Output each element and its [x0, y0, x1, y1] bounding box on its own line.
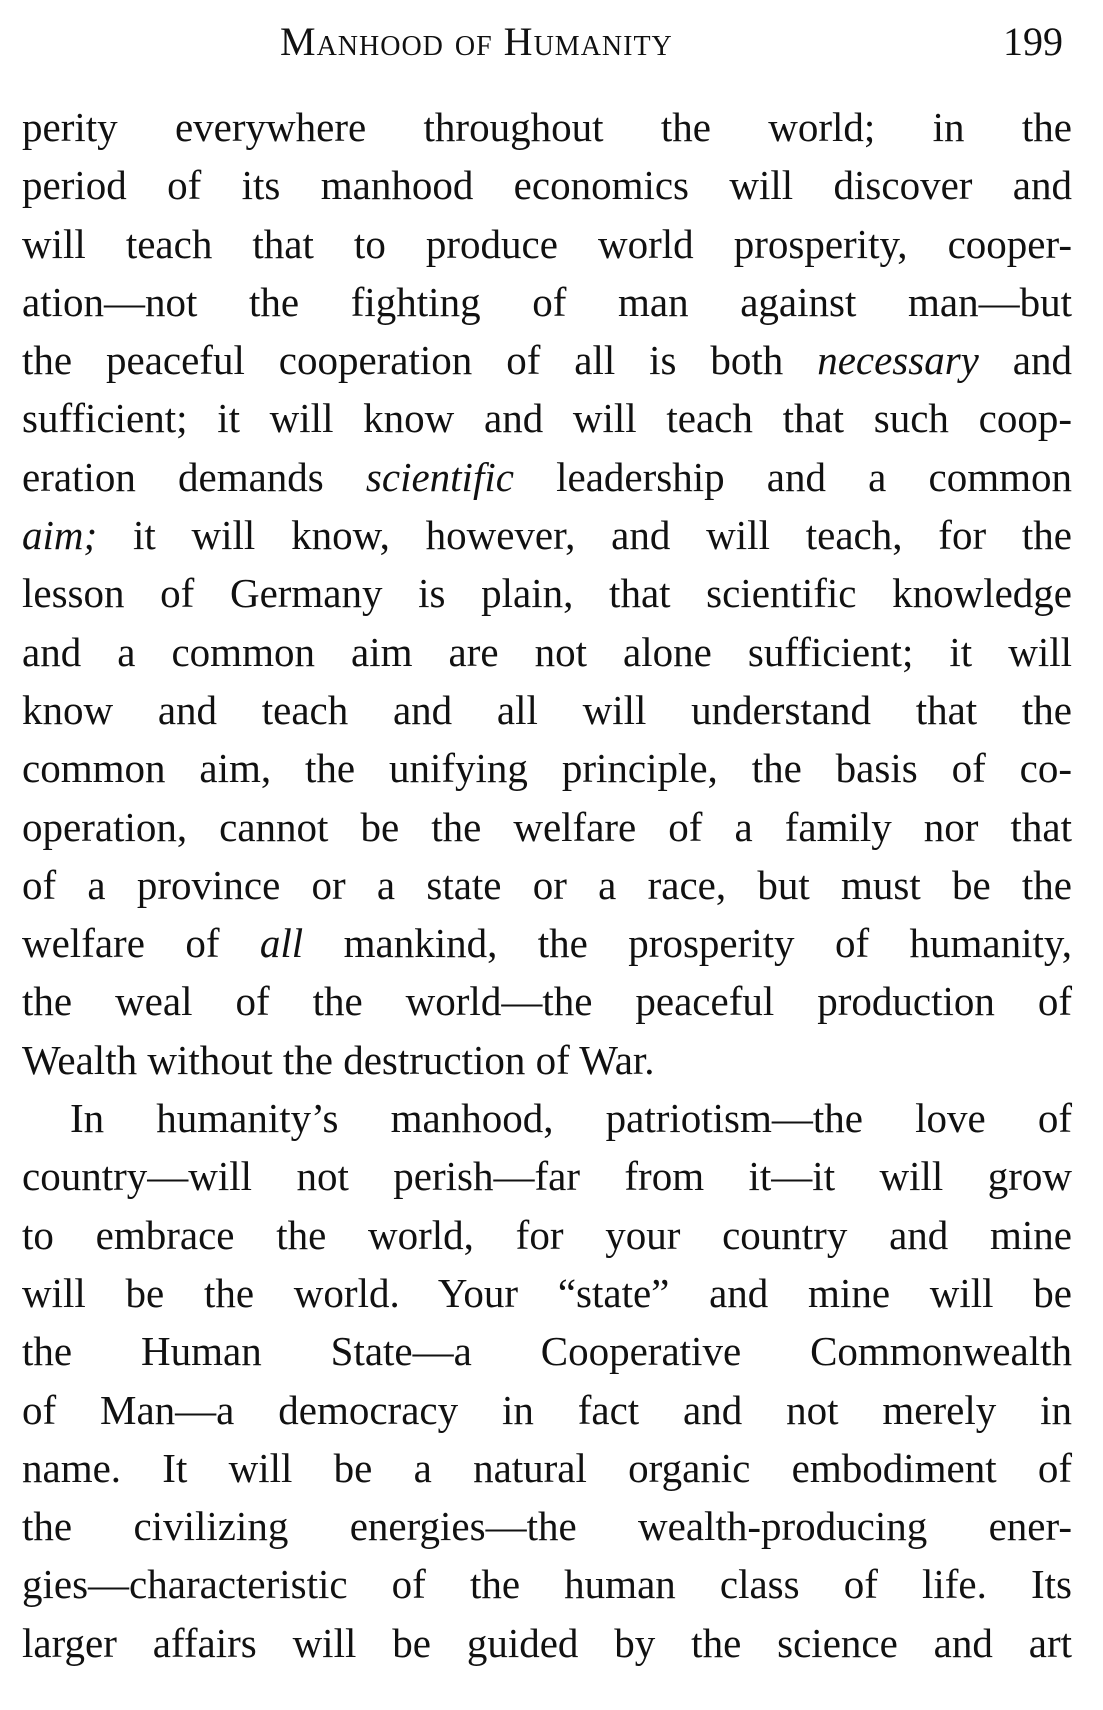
text-line [22, 98, 1072, 156]
text-line [22, 1439, 1072, 1497]
text-segment: operation, cannot be the welfare of a family nor that [22, 803, 1072, 850]
text-segment: to embrace the world, for your country and mine [22, 1211, 1072, 1258]
text-line [22, 1206, 1072, 1264]
text-segment: Wealth without the destruction of War. [22, 1036, 655, 1083]
italic-text: necessary [817, 337, 979, 384]
text-line [22, 1614, 1072, 1672]
text-segment: of a province or a state or a race, but must be the [22, 861, 1072, 908]
text-line [22, 1381, 1072, 1439]
text-segment: period of its manhood economics will discover and [22, 162, 1072, 209]
text-line [22, 1264, 1072, 1322]
text-segment: leadership and a common [513, 453, 1072, 500]
text-segment: lesson of Germany is plain, that scientific knowledge [22, 570, 1072, 617]
text-segment: will teach that to produce world prosperity, cooper- [22, 220, 1072, 267]
text-segment: the weal of the world—the peaceful production of [22, 978, 1072, 1025]
body-text [22, 98, 1072, 1672]
text-line [22, 273, 1072, 331]
text-segment: the peaceful cooperation of all is both [22, 337, 818, 384]
text-segment: eration demands [22, 453, 366, 500]
text-line [22, 1555, 1072, 1613]
text-segment: of Man—a democracy in fact and not merely in [22, 1386, 1072, 1433]
text-line [22, 448, 1072, 506]
text-line [22, 156, 1072, 214]
text-segment: and [978, 337, 1073, 384]
page-header [0, 18, 1103, 78]
text-line [22, 1147, 1072, 1205]
text-segment: perity everywhere throughout the world; in the [22, 104, 1072, 150]
text-segment: gies—characteristic of the human class of life. Its [22, 1561, 1072, 1608]
running-title: Manhood of Humanity [280, 19, 673, 64]
text-line [22, 623, 1072, 681]
text-line [22, 1089, 1072, 1147]
text-line [22, 331, 1072, 389]
text-line [22, 389, 1072, 447]
italic-text: aim; [22, 512, 98, 559]
text-segment: and a common aim are not alone sufficient; it will [22, 628, 1072, 675]
text-line [22, 681, 1072, 739]
text-segment: common aim, the unifying principle, the basis of co- [22, 745, 1072, 792]
text-segment: mankind, the prosperity of humanity, [303, 920, 1072, 967]
text-segment: ation—not the fighting of man against man—but [22, 278, 1072, 325]
text-line [22, 506, 1072, 564]
text-segment: larger affairs will be guided by the science and art [22, 1619, 1072, 1666]
text-segment: will be the world. Your “state” and mine will be [22, 1269, 1072, 1316]
text-line [22, 972, 1072, 1030]
text-segment: name. It will be a natural organic embodiment of [22, 1444, 1072, 1491]
text-line [22, 856, 1072, 914]
text-segment: welfare of [22, 920, 260, 967]
text-line [22, 1031, 1072, 1089]
paragraph [22, 98, 1072, 1089]
italic-text: scientific [365, 453, 514, 500]
text-segment: In humanity’s manhood, patriotism—the love of [70, 1095, 1072, 1142]
text-line [22, 798, 1072, 856]
text-segment: know and teach and all will understand that the [22, 686, 1072, 733]
text-line [22, 1497, 1072, 1555]
text-line [22, 1322, 1072, 1380]
italic-text: all [259, 920, 304, 967]
text-segment: the Human State—a Cooperative Commonwealth [22, 1328, 1072, 1375]
text-line [22, 914, 1072, 972]
text-line [22, 564, 1072, 622]
text-segment: sufficient; it will know and will teach that such coop- [22, 395, 1072, 442]
text-line [22, 739, 1072, 797]
text-segment: it will know, however, and will teach, for the [97, 512, 1072, 559]
text-line [22, 215, 1072, 273]
paragraph [22, 1089, 1072, 1672]
text-segment: country—will not perish—far from it—it will grow [22, 1153, 1072, 1200]
text-segment: the civilizing energies—the wealth-producing ener- [22, 1503, 1072, 1550]
page-number: 199 [1003, 19, 1063, 64]
